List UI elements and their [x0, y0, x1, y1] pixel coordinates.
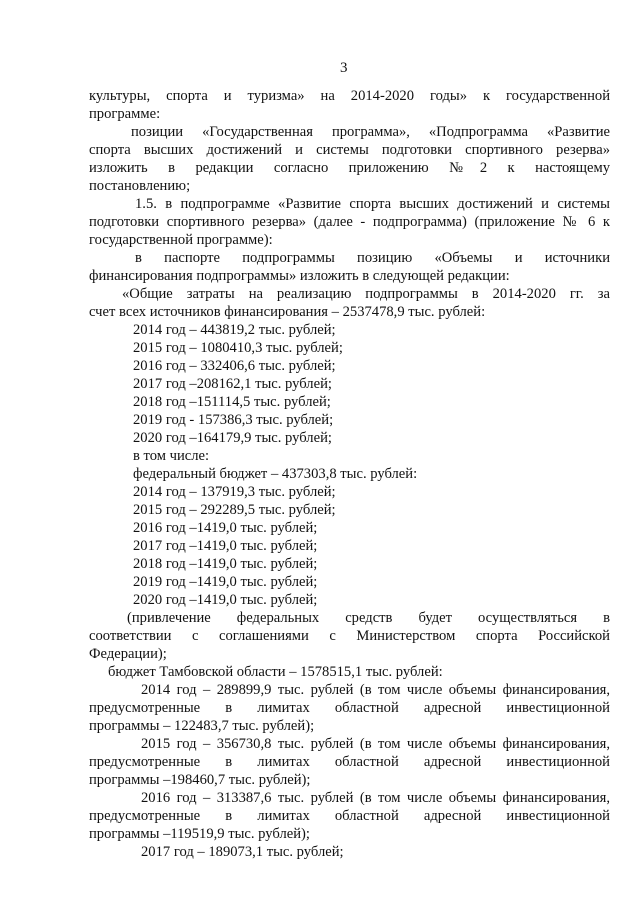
- text-line: 2015 год – 356730,8 тыс. рублей (в том числе объемы финансирования,: [141, 736, 610, 752]
- text-line: финансирования подпрограммы» изложить в следующей редакции:: [89, 268, 510, 284]
- text-line: изложить в редакции согласно приложению №2 к настоящему: [89, 160, 610, 176]
- text-line: федеральный бюджет – 437303,8 тыс. рублей:: [133, 466, 418, 482]
- text-line: 2019 год - 157386,3 тыс. рублей;: [133, 412, 334, 428]
- text-line: в паспорте подпрограммы позицию «Объемы и источники: [135, 250, 610, 266]
- text-line: программы – 122483,7 тыс. рублей);: [89, 718, 315, 734]
- text-line: позиции «Государственная программа», «Подпрограмма «Развитие: [131, 124, 610, 140]
- text-line: 2018 год –1419,0 тыс. рублей;: [133, 556, 318, 572]
- text-line: 2018 год –151114,5 тыс. рублей;: [133, 394, 331, 410]
- text-line: 2020 год –164179,9 тыс. рублей;: [133, 430, 332, 446]
- text-line: 2016 год – 313387,6 тыс. рублей (в том числе объемы финансирования,: [141, 790, 610, 806]
- text-line: 2017 год –1419,0 тыс. рублей;: [133, 538, 318, 554]
- text-line: 2017 год –208162,1 тыс. рублей;: [133, 376, 332, 392]
- text-line: в том числе:: [133, 448, 210, 464]
- text-line: предусмотренные в лимитах областной адресной инвестиционной: [89, 808, 610, 824]
- text-line: бюджет Тамбовской области – 1578515,1 тыс. рублей:: [108, 664, 443, 680]
- text-line: 2014 год – 137919,3 тыс. рублей;: [133, 484, 336, 500]
- text-line: предусмотренные в лимитах областной адресной инвестиционной: [89, 700, 610, 716]
- text-line: постановлению;: [89, 178, 191, 194]
- text-line: спорта высших достижений и системы подготовки спортивного резерва»: [89, 142, 610, 158]
- page-number: 3: [340, 60, 348, 76]
- text-line: (привлечение федеральных средств будет осуществляться в: [127, 610, 610, 626]
- text-line: 2017 год – 189073,1 тыс. рублей;: [141, 844, 344, 860]
- text-line: 2015 год – 292289,5 тыс. рублей;: [133, 502, 336, 518]
- text-line: программе:: [89, 106, 161, 122]
- text-line: программы –198460,7 тыс. рублей);: [89, 772, 311, 788]
- text-line: 2015 год – 1080410,3 тыс. рублей;: [133, 340, 343, 356]
- text-line: счет всех источников финансирования – 2537478,9 тыс. рублей:: [89, 304, 486, 320]
- text-line: государственной программе):: [89, 232, 273, 248]
- text-line: 2019 год –1419,0 тыс. рублей;: [133, 574, 318, 590]
- text-line: «Общие затраты на реализацию подпрограммы в 2014-2020 гг. за: [122, 286, 610, 302]
- text-line: соответствии с соглашениями с Министерством спорта Российской: [89, 628, 610, 644]
- text-line: 2016 год – 332406,6 тыс. рублей;: [133, 358, 336, 374]
- text-line: 2014 год – 289899,9 тыс. рублей (в том числе объемы финансирования,: [141, 682, 610, 698]
- text-line: подготовки спортивного резерва» (далее - подпрограмма) (приложение № 6 к: [89, 214, 610, 230]
- text-line: программы –119519,9 тыс. рублей);: [89, 826, 310, 842]
- text-line: 2020 год –1419,0 тыс. рублей;: [133, 592, 318, 608]
- text-line: предусмотренные в лимитах областной адресной инвестиционной: [89, 754, 610, 770]
- text-line: 2016 год –1419,0 тыс. рублей;: [133, 520, 318, 536]
- text-line: культуры, спорта и туризма» на 2014-2020 годы» к государственной: [89, 88, 610, 104]
- text-line: 1.5. в подпрограмме «Развитие спорта высших достижений и системы: [135, 196, 610, 212]
- text-line: 2014 год – 443819,2 тыс. рублей;: [133, 322, 336, 338]
- text-line: Федерации);: [89, 646, 167, 662]
